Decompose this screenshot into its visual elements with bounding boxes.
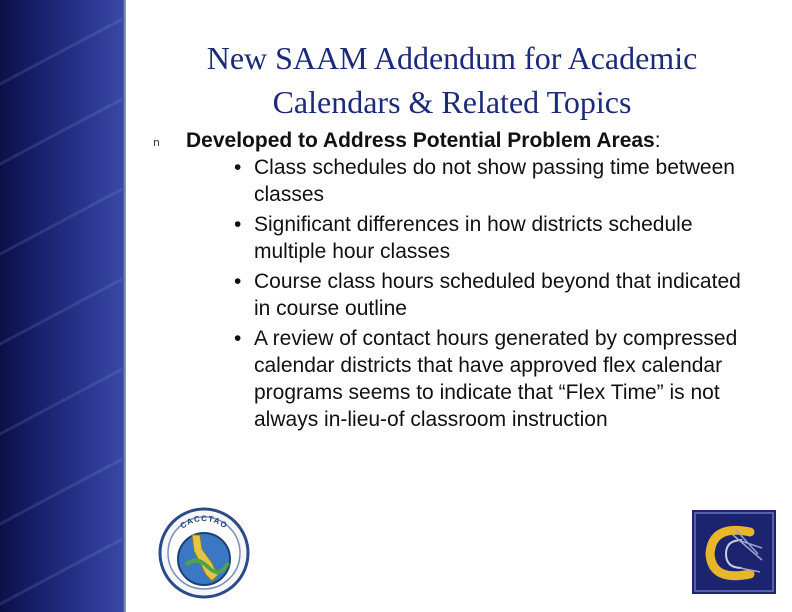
list-item <box>232 211 746 265</box>
bullet-heading <box>186 127 746 154</box>
slide-body <box>186 127 746 436</box>
list-item <box>232 268 746 322</box>
bullet-heading-suffix: : <box>654 129 661 152</box>
bullet-dot: • <box>234 156 242 179</box>
list-item <box>232 325 746 433</box>
bullet-dot: • <box>234 270 242 293</box>
bullet-heading-bold: Developed to Address Potential Problem Areas <box>186 129 655 152</box>
community-colleges-c-logo <box>692 510 776 594</box>
list-item-text: Course class hours scheduled beyond that indicated in course outline <box>254 270 741 320</box>
cacctao-seal-logo <box>156 505 252 601</box>
list-item <box>232 154 746 208</box>
bullet-dot: • <box>234 213 242 236</box>
left-sidebar-decoration <box>0 0 126 612</box>
list-item-text: Significant differences in how districts schedule multiple hour classes <box>254 213 693 263</box>
bullet-dot: • <box>234 327 242 350</box>
slide-title: New SAAM Addendum for Academic Calendars & Related Topics <box>206 40 698 120</box>
sub-bullet-list <box>186 154 746 433</box>
list-item-text: Class schedules do not show passing time between classes <box>254 156 735 206</box>
svg-text:CACCTAO: CACCTAO <box>178 513 230 531</box>
outer-bullet-marker: n <box>153 136 160 149</box>
list-item-text: A review of contact hours generated by compressed calendar districts that have approved flex calendar programs seems to indicate that “Flex Time” is not always in-lieu-of classroom instruction <box>254 327 738 431</box>
